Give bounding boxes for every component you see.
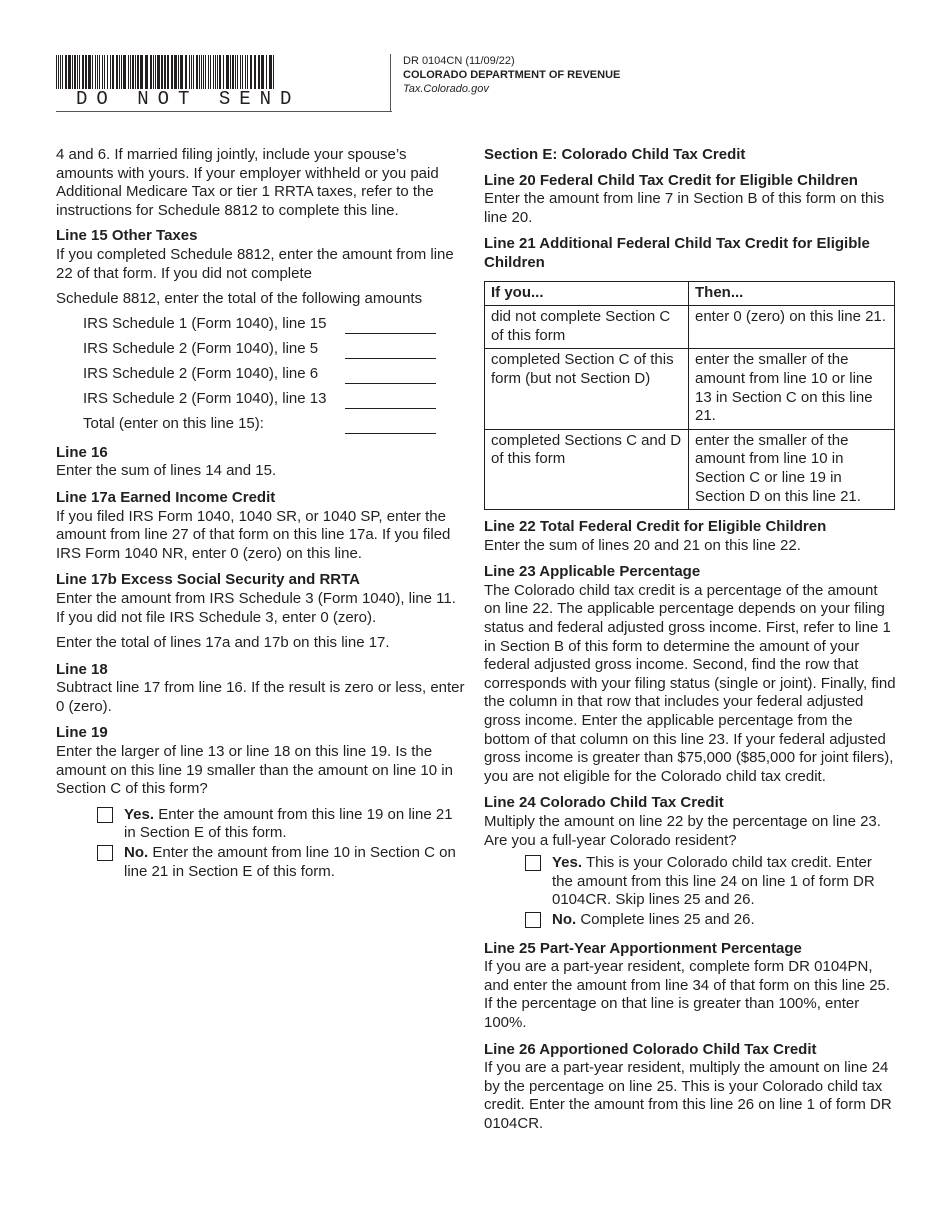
no-text: Complete lines 25 and 26. xyxy=(580,910,755,928)
line16-title: Line 16 xyxy=(56,443,108,461)
line26-section xyxy=(484,1041,896,1134)
line22-section xyxy=(484,518,896,555)
barcode-bar xyxy=(77,55,78,89)
barcode-bar xyxy=(92,55,93,89)
line15-section xyxy=(56,227,466,433)
schedule-list xyxy=(56,309,466,434)
schedule-row xyxy=(83,359,466,384)
schedule-label: IRS Schedule 2 (Form 1040), line 6 xyxy=(83,365,319,383)
barcode-bar xyxy=(140,55,143,89)
barcode-bar xyxy=(164,55,166,89)
line25-section xyxy=(484,940,896,1033)
table-cell: completed Section C of this form (but not Section D) xyxy=(485,349,689,429)
barcode-bar xyxy=(121,55,122,89)
barcode-bar xyxy=(102,55,103,89)
barcode-bar xyxy=(82,55,84,89)
line19-yes-option xyxy=(97,806,466,843)
barcode-bar xyxy=(247,55,248,89)
barcode-bar xyxy=(217,55,218,89)
table-header: Then... xyxy=(689,281,895,306)
line17a-text: If you filed IRS Form 1040, 1040 SR, or 1040 SP, enter the amount from line 27 of that form on this line 17a. If you filed IRS Form 1040 NR, enter 0 (zero) on this line. xyxy=(56,507,451,562)
barcode-bar xyxy=(196,55,198,89)
line15-title: Line 15 Other Taxes xyxy=(56,227,198,245)
line23-section xyxy=(484,563,896,786)
no-label: No. xyxy=(552,910,577,928)
barcode-bar xyxy=(112,55,114,89)
barcode-bar xyxy=(85,55,87,89)
barcode-bar xyxy=(88,55,91,89)
line17b-section xyxy=(56,571,466,652)
line15-text: If you completed Schedule 8812, enter the amount from line 22 of that form. If you did not complete xyxy=(56,245,454,282)
schedule-row xyxy=(83,334,466,359)
barcode-bar xyxy=(128,55,129,89)
yes-label: Yes. xyxy=(124,805,155,823)
barcode-bar xyxy=(235,55,236,89)
barcode-bar xyxy=(215,55,216,89)
section-e-title: Section E: Colorado Child Tax Credit xyxy=(484,146,746,163)
line24-yes-option xyxy=(525,854,896,910)
barcode-bar xyxy=(62,55,63,89)
barcode-bar xyxy=(95,55,96,89)
line20-title: Line 20 Federal Child Tax Credit for Eligible Children xyxy=(484,171,858,189)
barcode-bar xyxy=(157,55,160,89)
line19-section xyxy=(56,724,466,881)
line19-no-option xyxy=(97,844,466,881)
no-checkbox[interactable] xyxy=(97,845,113,861)
line26-text: If you are a part-year resident, multiply the amount on line 24 by the percentage on line 25. This is your Colorado child tax credit. Enter the amount from this line 26 on line 1 of form DR 0104CR. xyxy=(484,1059,892,1132)
barcode-bar xyxy=(130,55,131,89)
barcode-bar xyxy=(240,55,241,89)
schedule-row xyxy=(83,384,466,409)
barcode-bar xyxy=(230,55,231,89)
barcode-bar xyxy=(72,55,73,89)
barcode-bar xyxy=(201,55,202,89)
barcode-bar xyxy=(223,55,224,89)
line19-text: Enter the larger of line 13 or line 18 on this line 19. Is the amount on this line 19 smaller than the amount on line 10 in Section C of this form? xyxy=(56,743,453,798)
line21-title: Line 21 Additional Federal Child Tax Credit for Eligible Children xyxy=(484,235,870,271)
barcode-bar xyxy=(191,55,192,89)
barcode-bar xyxy=(261,55,264,89)
line21-section xyxy=(484,235,896,510)
schedule-label: Total (enter on this line 15): xyxy=(83,415,264,433)
line20-section xyxy=(484,172,896,228)
barcode-bar xyxy=(60,55,61,89)
no-option-text xyxy=(124,844,466,881)
form-header xyxy=(403,54,620,96)
barcode-bar xyxy=(273,55,274,89)
line17a-section xyxy=(56,489,466,563)
line17b-title: Line 17b Excess Social Security and RRTA xyxy=(56,571,360,589)
schedule-label: IRS Schedule 2 (Form 1040), line 5 xyxy=(83,340,319,358)
barcode-bar xyxy=(180,55,183,89)
barcode-bar xyxy=(205,55,206,89)
line20-text: Enter the amount from line 7 in Section B of this form on this line 20. xyxy=(484,190,885,226)
schedule-blank[interactable] xyxy=(345,319,436,334)
yes-checkbox[interactable] xyxy=(525,855,541,871)
department-name: COLORADO DEPARTMENT OF REVENUE xyxy=(403,69,621,81)
line22-title: Line 22 Total Federal Credit for Eligible Children xyxy=(484,518,827,536)
barcode-bar xyxy=(210,55,211,89)
yes-label: Yes. xyxy=(552,854,583,872)
line24-no-option xyxy=(525,911,896,930)
table-row xyxy=(485,429,895,509)
no-text: Enter the amount from line 10 in Section C on line 21 in Section E of this form. xyxy=(124,844,456,880)
barcode-bar xyxy=(237,55,238,89)
barcode-bar xyxy=(245,55,246,89)
table-header-row xyxy=(485,281,895,306)
line23-title: Line 23 Applicable Percentage xyxy=(484,563,701,581)
line24-title: Line 24 Colorado Child Tax Credit xyxy=(484,794,724,812)
barcode-bar xyxy=(135,55,136,89)
barcode-bar xyxy=(242,55,243,89)
schedule-blank[interactable] xyxy=(345,419,436,434)
barcode-bar xyxy=(226,55,229,89)
line25-title: Line 25 Part-Year Apportionment Percentage xyxy=(484,939,802,957)
barcode-bar xyxy=(145,55,148,89)
barcode-bar xyxy=(137,55,139,89)
schedule-row xyxy=(83,309,466,334)
line17b-text2: Enter the total of lines 17a and 17b on this line 17. xyxy=(56,634,390,652)
barcode-bar xyxy=(97,55,98,89)
schedule-blank[interactable] xyxy=(345,344,436,359)
barcode-bar xyxy=(171,55,173,89)
barcode-bar xyxy=(132,55,134,89)
barcode-bar xyxy=(119,55,120,89)
barcode-bar xyxy=(56,55,57,89)
yes-text: Enter the amount from this line 19 on line 21 in Section E of this form. xyxy=(124,805,453,842)
barcode-block xyxy=(56,55,392,113)
barcode-bar xyxy=(193,55,194,89)
barcode-bar xyxy=(219,55,221,89)
header-divider xyxy=(56,111,392,112)
barcode-bar xyxy=(174,55,177,89)
barcode-bar xyxy=(150,55,152,89)
line19-title: Line 19 xyxy=(56,724,108,742)
barcode-bar xyxy=(123,55,126,89)
line18-section xyxy=(56,661,466,717)
barcode-bar xyxy=(161,55,163,89)
barcode-bar xyxy=(116,55,118,89)
barcode-bar xyxy=(258,55,260,89)
barcode-bar xyxy=(107,55,108,89)
form-id: DR 0104CN (11/09/22) xyxy=(403,55,515,67)
barcode-bar xyxy=(153,55,154,89)
header-vertical-divider xyxy=(390,54,391,112)
yes-checkbox[interactable] xyxy=(97,807,113,823)
line18-text: Subtract line 17 from line 16. If the result is zero or less, enter 0 (zero). xyxy=(56,679,465,715)
schedule-blank[interactable] xyxy=(345,369,436,384)
barcode-bar xyxy=(266,55,267,89)
line24-text: Multiply the amount on line 22 by the percentage on line 23. Are you a full-year Colorado resident? xyxy=(484,813,881,849)
barcode-bar xyxy=(74,55,76,89)
website-text: Tax.Colorado.gov xyxy=(403,83,489,95)
no-option-text xyxy=(552,911,755,930)
barcode-bar xyxy=(213,55,214,89)
barcode-bar xyxy=(250,55,252,89)
barcode-bar xyxy=(189,55,190,89)
barcode-bar xyxy=(199,55,200,89)
barcode-image xyxy=(56,55,276,91)
no-checkbox[interactable] xyxy=(525,912,541,928)
line26-title: Line 26 Apportioned Colorado Child Tax Credit xyxy=(484,1040,817,1058)
barcode-bar xyxy=(269,55,272,89)
barcode-bar xyxy=(167,55,169,89)
yes-option-text xyxy=(552,854,896,910)
barcode-bar xyxy=(185,55,187,89)
line24-section xyxy=(484,794,896,929)
barcode-bar xyxy=(178,55,179,89)
schedule-label: IRS Schedule 2 (Form 1040), line 13 xyxy=(83,390,327,408)
barcode-bar xyxy=(65,55,67,89)
barcode-bar xyxy=(208,55,209,89)
line16-text: Enter the sum of lines 14 and 15. xyxy=(56,462,277,480)
line23-text: The Colorado child tax credit is a percentage of the amount on line 22. The applicable percentage depends on your filing status and federal adjusted gross income. First, refer to line 1 in Section B of this form to determine the amount of your federal adjusted gross income. Second, find the row that corresponds with your filing status (single or joint). Finally, find the column in that row that includes your federal adjusted gross income. Enter the applicable percentage from the bottom of that column on this line 23. If your federal adjusted gross income is greater than $75,000 ($85,000 for joint filers), you are not eligible for the Colorado child tax credit. xyxy=(484,581,896,785)
barcode-bar xyxy=(68,55,71,89)
barcode-bar xyxy=(155,55,156,89)
table-cell: enter the smaller of the amount from line 10 or line 13 in Section C on this line 21. xyxy=(689,349,895,429)
barcode-bar xyxy=(104,55,105,89)
line15-text2: Schedule 8812, enter the total of the following amounts xyxy=(56,290,423,308)
barcode-bar xyxy=(58,55,59,89)
table-row xyxy=(485,349,895,429)
barcode-bar xyxy=(99,55,100,89)
line25-text: If you are a part-year resident, complete form DR 0104PN, and enter the amount from line 34 of that form on this line 25. If the percentage on that line is greater than 100%, enter 100%. xyxy=(484,958,891,1031)
schedule-blank[interactable] xyxy=(345,394,436,409)
table-cell: enter the smaller of the amount from line 10 in Section C or line 19 in Section D on this line 21. xyxy=(689,429,895,509)
table-cell: completed Sections C and D of this form xyxy=(485,429,689,509)
right-column xyxy=(484,146,896,1142)
line22-text: Enter the sum of lines 20 and 21 on this line 22. xyxy=(484,536,801,554)
left-column xyxy=(56,146,466,889)
schedule-label: IRS Schedule 1 (Form 1040), line 15 xyxy=(83,315,327,333)
barcode-bar xyxy=(232,55,234,89)
schedule-row xyxy=(83,409,466,434)
yes-option-text xyxy=(124,806,466,843)
line18-title: Line 18 xyxy=(56,660,108,678)
no-label: No. xyxy=(124,844,149,862)
barcode-bar xyxy=(110,55,111,89)
barcode-bar xyxy=(203,55,204,89)
table-cell: enter 0 (zero) on this line 21. xyxy=(689,306,895,349)
barcode-bar xyxy=(254,55,256,89)
yes-text: This is your Colorado child tax credit. Enter the amount from this line 24 on line 1 of form DR 0104CR. Skip lines 25 and 26. xyxy=(552,854,875,909)
table-header: If you... xyxy=(485,281,689,306)
barcode-bar xyxy=(79,55,80,89)
line17a-title: Line 17a Earned Income Credit xyxy=(56,488,276,506)
table-cell: did not complete Section C of this form xyxy=(485,306,689,349)
line14-continuation: 4 and 6. If married filing jointly, include your spouse’s amounts with yours. If your employer withheld or you paid Additional Medicare Tax or tier 1 RRTA taxes, refer to the instructions for Schedule 8812 to complete this line. xyxy=(56,146,439,219)
line17b-text: Enter the amount from IRS Schedule 3 (Form 1040), line 11. If you did not file IRS Schedule 3, enter 0 (zero). xyxy=(56,589,456,626)
line21-table xyxy=(484,281,895,511)
do-not-send-label: DO NOT SEND xyxy=(76,88,301,110)
table-row xyxy=(485,306,895,349)
line16-section xyxy=(56,444,466,481)
